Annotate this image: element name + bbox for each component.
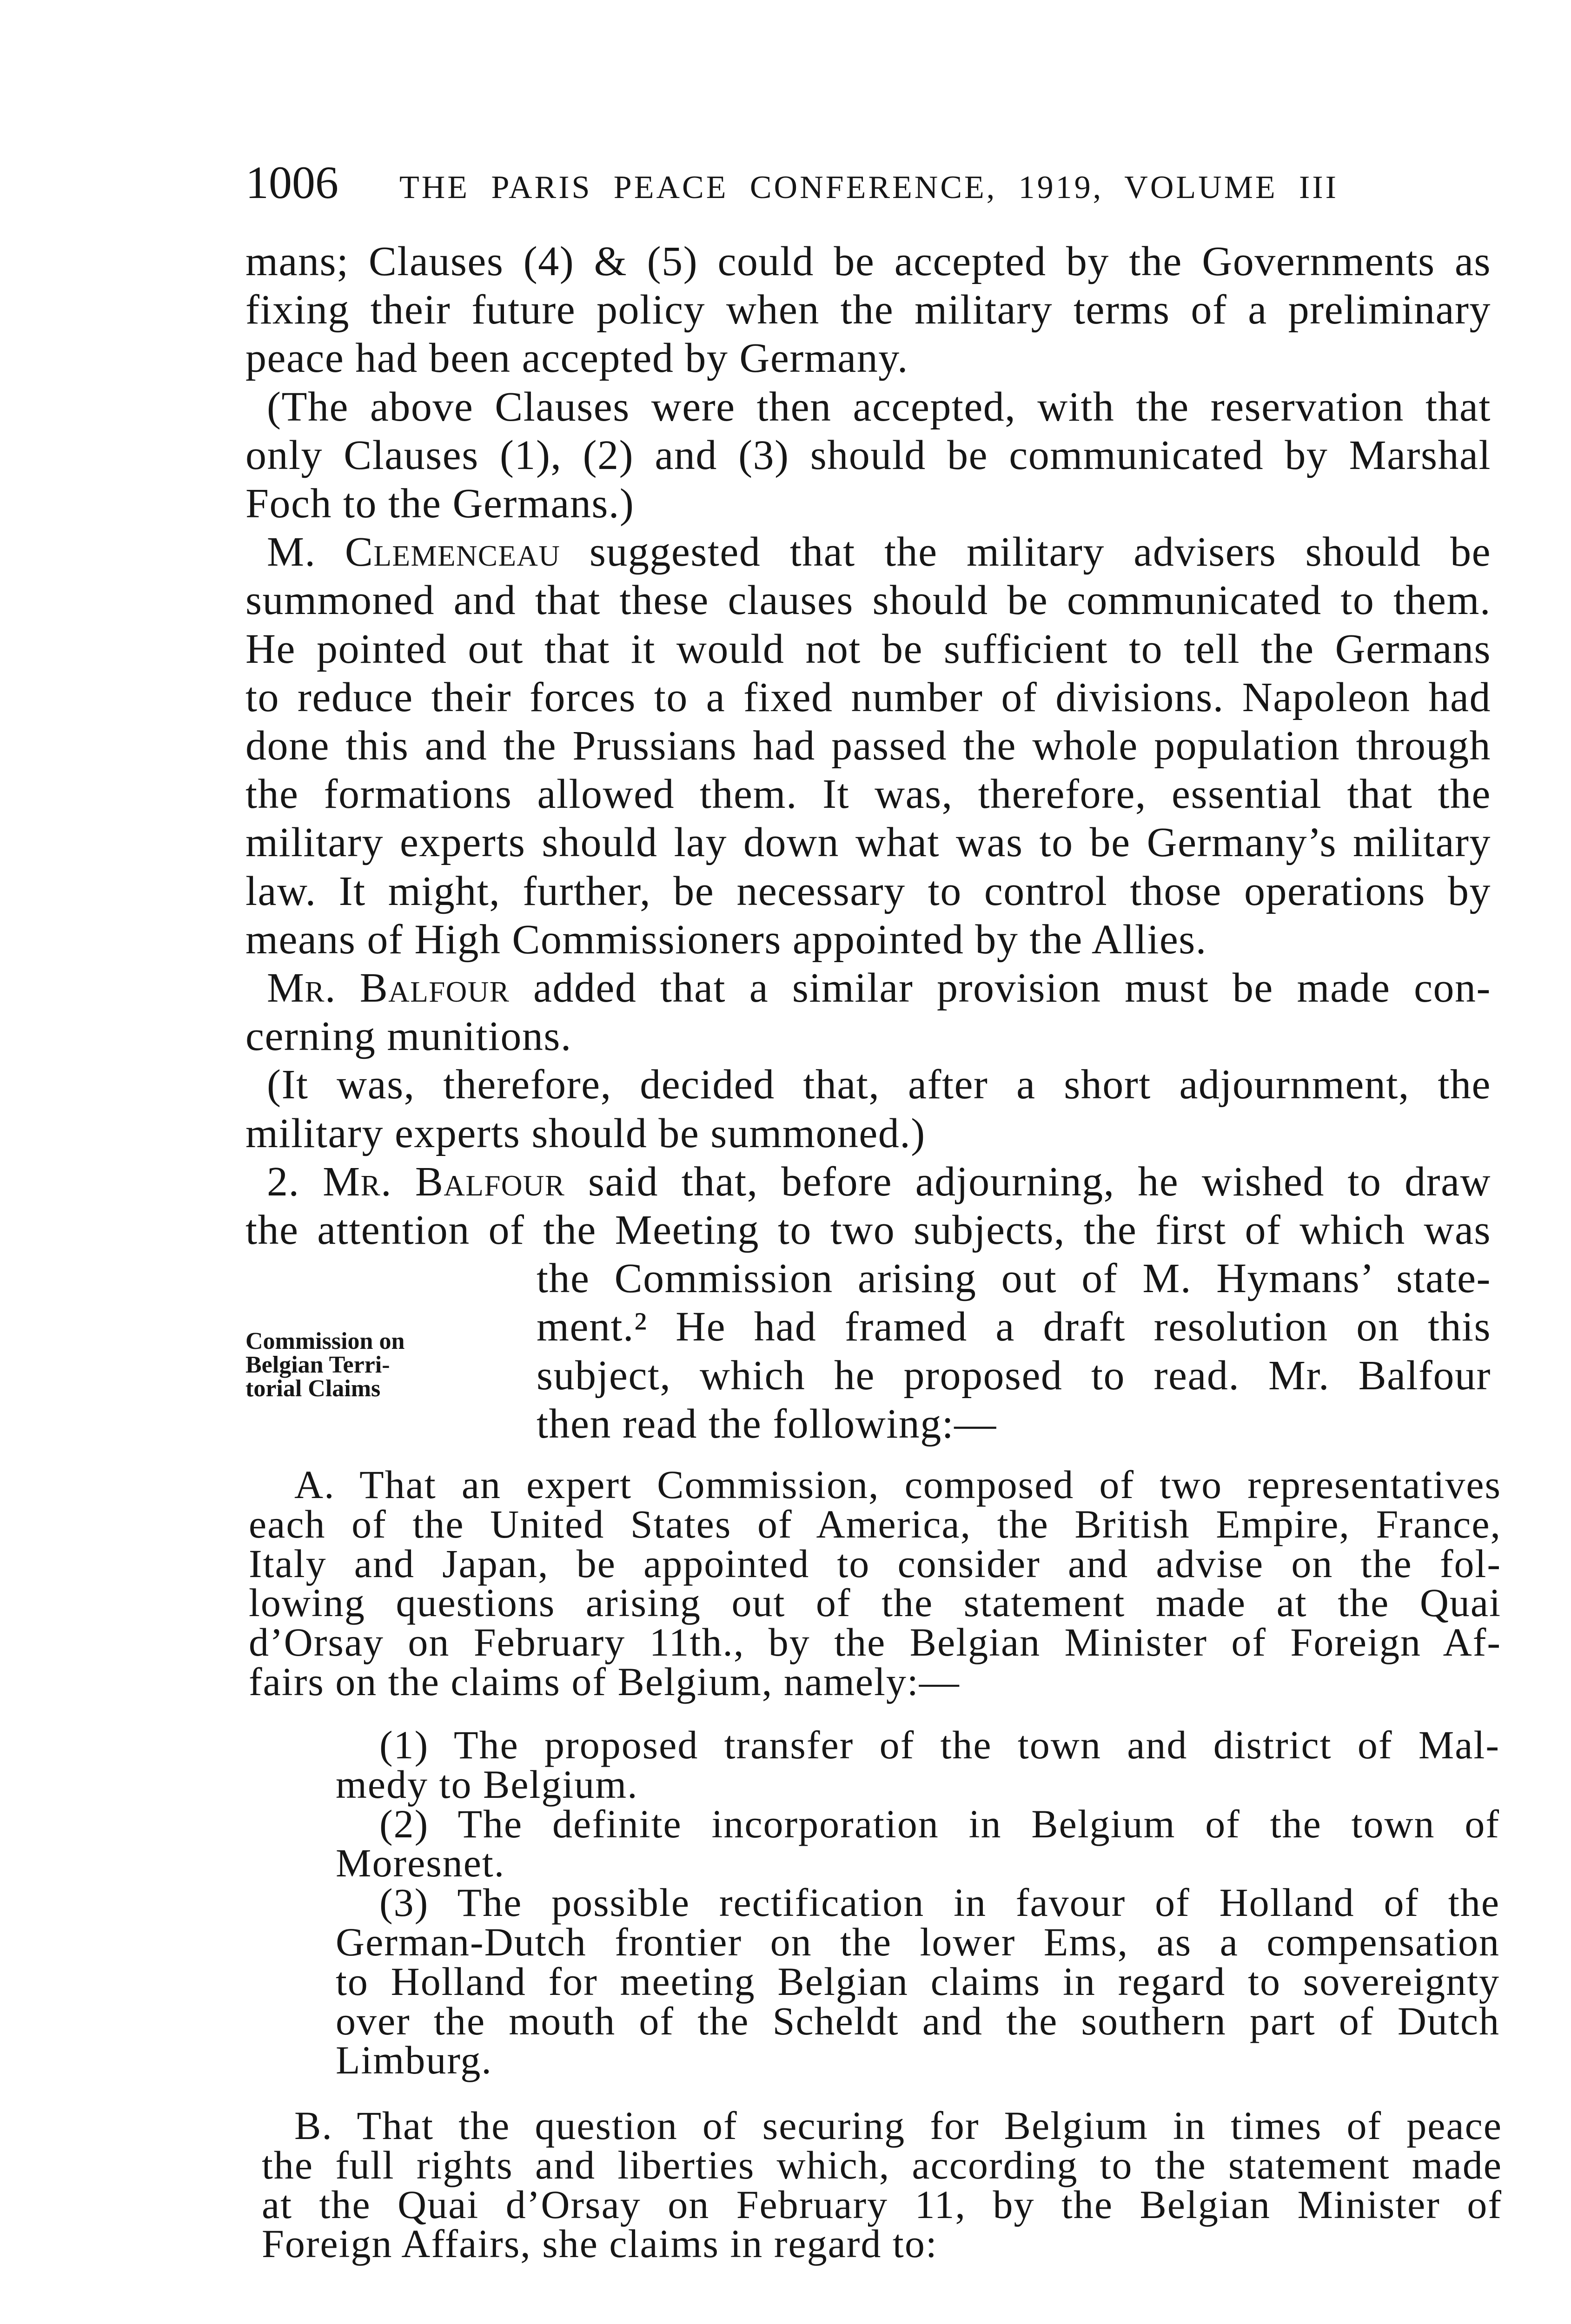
paragraph-number: 2. bbox=[267, 1158, 300, 1205]
paragraph bbox=[245, 1061, 1491, 1157]
text-line: cerning munitions. bbox=[245, 1013, 572, 1060]
text-run: added that a similar provision must be made con- bbox=[533, 965, 1491, 1011]
text-line: mans; Clauses (4) & (5) could be accepted by the Governments as bbox=[245, 238, 1491, 284]
text-line: A. That an expert Commission, composed of two representatives bbox=[294, 1462, 1501, 1507]
text-line: (1) The proposed transfer of the town and district of Mal- bbox=[379, 1723, 1500, 1767]
speaker-name: Mr. Balfour bbox=[267, 965, 510, 1011]
text-line: (2) The definite incorporation in Belgium of the town of bbox=[379, 1801, 1500, 1846]
paragraph bbox=[245, 383, 1491, 528]
text-line: (It was, therefore, decided that, after a short adjournment, the bbox=[267, 1062, 1491, 1108]
margin-note-line: Belgian Terri- bbox=[245, 1352, 390, 1378]
text-line: each of the United States of America, the British Empire, France, bbox=[249, 1501, 1501, 1546]
text-line: Foch to the Germans.) bbox=[245, 481, 635, 527]
text-line: fairs on the claims of Belgium, namely:— bbox=[249, 1659, 960, 1704]
text-line: the attention of the Meeting to two subjects, the first of which was bbox=[245, 1207, 1491, 1254]
text-line bbox=[245, 528, 1491, 576]
text-line: to Holland for meeting Belgian claims in regard to sovereignty bbox=[336, 1959, 1500, 2004]
text-line: the full rights and liberties which, according to the statement made bbox=[262, 2142, 1502, 2187]
text-line: military experts should lay down what was to be Germany’s military bbox=[245, 819, 1491, 866]
margin-note-line: torial Claims bbox=[245, 1375, 381, 1402]
speaker-name: Mr. Balfour bbox=[323, 1158, 565, 1205]
list-item bbox=[336, 1723, 1500, 1807]
text-line: the Commission arising out of M. Hymans’ state- bbox=[537, 1255, 1491, 1302]
text-line: lowing questions arising out of the statement made at the Quai bbox=[249, 1580, 1501, 1625]
list-item bbox=[336, 1880, 1500, 2083]
text-line: He pointed out that it would not be sufficient to tell the Germans bbox=[245, 626, 1491, 672]
text-line: medy to Belgium. bbox=[336, 1762, 638, 1807]
text-line bbox=[245, 964, 1491, 1012]
text-line: summoned and that these clauses should be communicated to them. bbox=[245, 577, 1491, 624]
text-line: (3) The possible rectification in favour of Holland of the bbox=[379, 1880, 1500, 1925]
text-line bbox=[245, 1158, 1491, 1206]
text-line: Italy and Japan, be appointed to consider and advise on the fol- bbox=[249, 1541, 1501, 1586]
text-line: German-Dutch frontier on the lower Ems, as a compensation bbox=[336, 1919, 1500, 1964]
text-line: Foreign Affairs, she claims in regard to: bbox=[262, 2221, 938, 2266]
text-line: to reduce their forces to a fixed number of divisions. Napoleon had bbox=[245, 674, 1491, 720]
text-line: ment.² He had framed a draft resolution on this bbox=[537, 1304, 1491, 1350]
paragraph bbox=[245, 528, 1491, 964]
text-line: the formations allowed them. It was, therefore, essential that the bbox=[245, 771, 1491, 818]
resolution-part-a bbox=[249, 1462, 1501, 1704]
text-line: military experts should be summoned.) bbox=[245, 1110, 926, 1156]
margin-note bbox=[245, 1329, 404, 1400]
text-line: over the mouth of the Scheldt and the southern part of Dutch bbox=[336, 1998, 1500, 2043]
text-line: subject, which he proposed to read. Mr. Balfour bbox=[537, 1352, 1491, 1399]
text-line: peace had been accepted by Germany. bbox=[245, 335, 908, 382]
speaker-name: M. Clemenceau bbox=[267, 529, 561, 575]
text-line: law. It might, further, be necessary to control those operations by bbox=[245, 868, 1491, 914]
text-line: Moresnet. bbox=[336, 1841, 505, 1886]
main-text bbox=[245, 238, 1491, 1448]
margin-note-line: Commission on bbox=[245, 1328, 405, 1354]
text-line: (The above Clauses were then accepted, with the reservation that bbox=[267, 383, 1491, 430]
text-line: only Clauses (1), (2) and (3) should be communicated by Marshal bbox=[245, 432, 1491, 478]
text-line: B. That the question of securing for Belgium in times of peace bbox=[294, 2103, 1502, 2148]
text-line: done this and the Prussians had passed the whole population through bbox=[245, 723, 1491, 769]
text-line: d’Orsay on February 11th., by the Belgian Minister of Foreign Af- bbox=[249, 1620, 1501, 1665]
list-item bbox=[336, 1801, 1500, 1886]
resolution-part-b bbox=[262, 2103, 1502, 2266]
page-number: 1006 bbox=[245, 157, 338, 208]
text-run: said that, before adjourning, he wished to draw bbox=[588, 1158, 1491, 1205]
resolution-questions bbox=[336, 1723, 1500, 2083]
paragraph bbox=[245, 1158, 1491, 1448]
paragraph bbox=[245, 238, 1491, 383]
text-line: at the Quai d’Orsay on February 11, by the Belgian Minister of bbox=[262, 2182, 1502, 2227]
text-line: means of High Commissioners appointed by the Allies. bbox=[245, 916, 1207, 963]
text-line: then read the following:— bbox=[537, 1400, 997, 1447]
running-head bbox=[245, 157, 1339, 208]
text-line: fixing their future policy when the military terms of a preliminary bbox=[245, 287, 1491, 333]
running-title: THE PARIS PEACE CONFERENCE, 1919, VOLUME III bbox=[399, 170, 1339, 205]
paragraph bbox=[245, 964, 1491, 1061]
text-run: suggested that the military advisers should be bbox=[589, 529, 1491, 575]
text-line: Limburg. bbox=[336, 2038, 492, 2083]
